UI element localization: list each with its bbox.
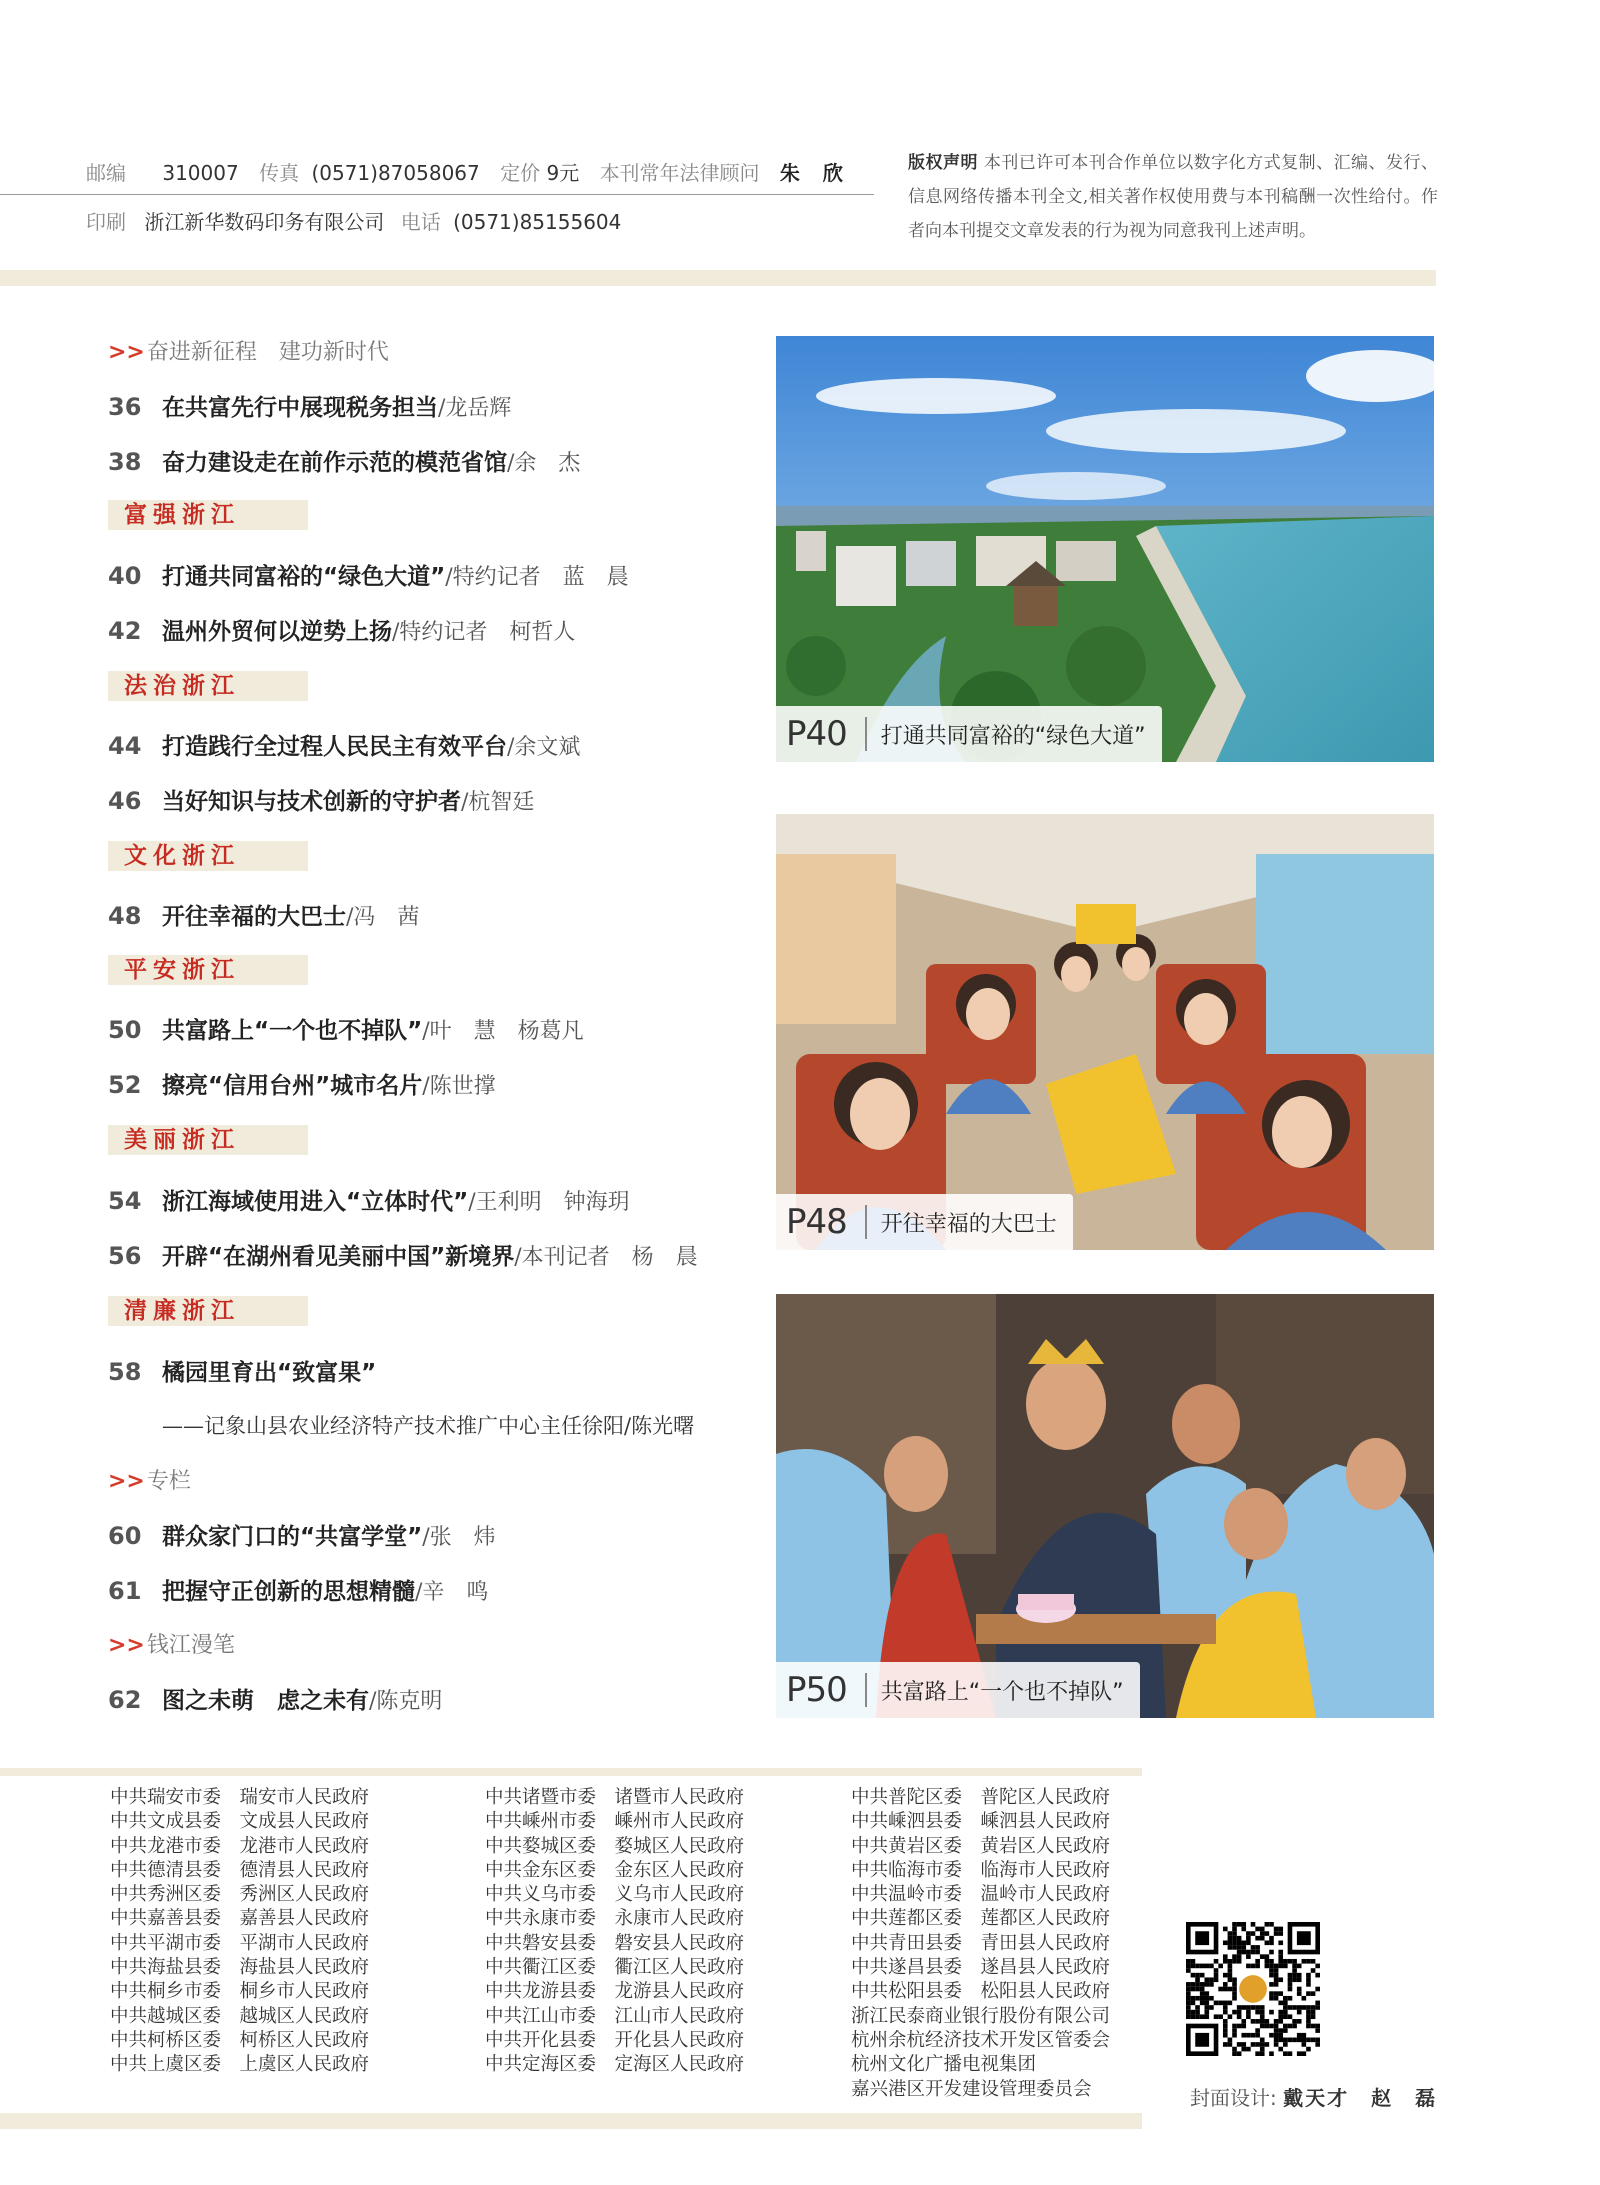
sponsor-item: 中共遂昌县委 遂昌县人民政府 <box>851 1957 1111 1979</box>
sponsor-item: 中共永康市委 永康市人民政府 <box>485 1908 745 1930</box>
sponsor-item: 浙江民泰商业银行股份有限公司 <box>851 2005 1111 2027</box>
sponsor-item: 中共嵊泗县委 嵊泗县人民政府 <box>851 1811 1111 1833</box>
photo-caption <box>776 706 1162 762</box>
article-author: /特约记者 蓝 晨 <box>445 565 629 590</box>
photo-happy-bus[interactable] <box>776 814 1434 1250</box>
article-author: /张 炜 <box>422 1525 496 1550</box>
toc-entry[interactable] <box>108 1573 488 1606</box>
arrow-icon: >> <box>108 1633 145 1658</box>
postcode: 310007 <box>162 161 239 185</box>
sponsor-item: 中共临海市委 临海市人民政府 <box>851 1859 1111 1881</box>
page-number: 46 <box>108 787 142 815</box>
section-heading: 平安浙江 <box>108 955 308 985</box>
sponsor-item: 中共婺城区委 婺城区人民政府 <box>485 1835 745 1857</box>
sponsor-item: 中共普陀区委 普陀区人民政府 <box>851 1787 1111 1808</box>
toc-entry[interactable] <box>108 558 629 591</box>
sponsor-item: 中共嘉善县委 嘉善县人民政府 <box>110 1908 370 1930</box>
sponsor-item: 中共龙港市委 龙港市人民政府 <box>110 1835 370 1857</box>
article-title: 群众家门口的“共富学堂” <box>162 1524 423 1550</box>
article-title: 把握守正创新的思想精髓 <box>162 1579 415 1605</box>
section-heading: 清廉浙江 <box>108 1296 308 1326</box>
arrow-icon: >> <box>108 1469 145 1494</box>
toc-entry[interactable] <box>108 1518 496 1551</box>
article-author: /王利明 钟海玥 <box>468 1190 630 1215</box>
legal-counsel-label: 本刊常年法律顾问 <box>599 161 760 185</box>
phone-label: 电话 <box>400 210 441 234</box>
article-title: 在共富先行中展现税务担当 <box>162 395 438 421</box>
toc-entry[interactable] <box>108 1067 496 1100</box>
legal-counsel: 朱 欣 <box>779 161 851 185</box>
sponsor-item: 中共衢江区委 衢江区人民政府 <box>485 1957 745 1979</box>
arrow-icon: >> <box>108 340 145 365</box>
toc-entry[interactable] <box>108 613 575 646</box>
printer-label: 印刷 <box>86 210 126 234</box>
toc-entry[interactable] <box>108 1354 376 1387</box>
article-author: /余文斌 <box>507 735 581 760</box>
toc-entry[interactable] <box>108 1183 630 1216</box>
article-title: 共富路上“一个也不掉队” <box>162 1018 423 1044</box>
toc-entry[interactable] <box>108 728 580 761</box>
sponsor-item: 中共义乌市委 义乌市人民政府 <box>485 1884 745 1906</box>
caption-page-number: P48 <box>776 1205 867 1239</box>
caption-text: 共富路上“一个也不掉队” <box>880 1679 1124 1705</box>
article-author: /龙岳辉 <box>438 396 512 421</box>
page-number: 50 <box>108 1016 142 1044</box>
sponsor-column-2 <box>485 1786 744 2078</box>
caption-page-number: P40 <box>776 717 867 751</box>
toc-entry[interactable] <box>108 444 580 477</box>
column-title: 钱江漫笔 <box>146 1633 235 1658</box>
article-title: 浙江海域使用进入“立体时代” <box>162 1189 469 1215</box>
article-author: /特约记者 柯哲人 <box>392 620 576 645</box>
sponsor-column-1 <box>110 1786 369 2078</box>
article-author: /杭智廷 <box>461 790 535 815</box>
sponsor-item: 中共青田县委 青田县人民政府 <box>851 1932 1111 1954</box>
article-title: 温州外贸何以逆势上扬 <box>162 619 392 645</box>
sponsor-item: 中共磐安县委 磐安县人民政府 <box>485 1932 745 1954</box>
article-title: 橘园里育出“致富果” <box>162 1360 377 1386</box>
article-title: 图之未萌 虑之未有 <box>162 1688 369 1714</box>
column-heading <box>108 1628 235 1659</box>
page-number: 44 <box>108 732 142 760</box>
sponsor-item: 中共文成县委 文成县人民政府 <box>110 1811 370 1833</box>
caption-page-number: P50 <box>776 1673 867 1707</box>
article-author: /辛 鸣 <box>415 1580 489 1605</box>
article-title: 开往幸福的大巴士 <box>162 904 346 930</box>
phone: (0571)85155604 <box>453 210 622 234</box>
page-number: 62 <box>108 1686 142 1714</box>
page-number: 60 <box>108 1522 142 1550</box>
copyright-text: 本刊已许可本刊合作单位以数字化方式复制、汇编、发行、信息网络传播本刊全文,相关著作权使用费与本刊稿酬一次性给付。作者向本刊提交文章发表的行为视为同意我刊上述声明。 <box>908 153 1439 241</box>
sponsor-item: 中共海盐县委 海盐县人民政府 <box>110 1957 370 1979</box>
page-number: 52 <box>108 1071 142 1099</box>
publication-info-line-2 <box>86 206 635 235</box>
sponsor-item: 中共桐乡市委 桐乡市人民政府 <box>110 1981 370 2003</box>
printer: 浙江新华数码印务有限公司 <box>144 210 385 234</box>
page-number: 48 <box>108 902 142 930</box>
page-number: 38 <box>108 448 142 476</box>
sponsor-band <box>0 1768 1142 1776</box>
caption-text: 打通共同富裕的“绿色大道” <box>880 723 1146 749</box>
page-number: 42 <box>108 617 142 645</box>
page-number: 61 <box>108 1577 142 1605</box>
sponsor-item: 中共上虞区委 上虞区人民政府 <box>110 2054 370 2076</box>
copyright-title: 版权声明 <box>908 153 978 173</box>
article-author: /叶 慧 杨葛凡 <box>422 1019 584 1044</box>
article-author: /本刊记者 杨 晨 <box>514 1245 698 1270</box>
postcode-label: 邮编 <box>86 161 126 185</box>
photo-no-one-left-behind[interactable] <box>776 1294 1434 1718</box>
article-author: /陈克明 <box>369 1689 443 1714</box>
column-heading <box>108 1464 191 1495</box>
price: 9元 <box>546 161 580 185</box>
sponsor-item: 中共开化县委 开化县人民政府 <box>485 2029 745 2051</box>
sponsor-item: 中共德清县委 德清县人民政府 <box>110 1859 370 1881</box>
page-number: 40 <box>108 562 142 590</box>
top-band <box>0 270 1436 286</box>
sponsor-item: 中共瑞安市委 瑞安市人民政府 <box>110 1787 370 1808</box>
sponsor-item: 中共秀洲区委 秀洲区人民政府 <box>110 1884 370 1906</box>
toc-entry[interactable] <box>108 1682 442 1715</box>
article-author: /冯 茜 <box>346 905 420 930</box>
sponsor-item: 杭州文化广播电视集团 <box>851 2054 1037 2076</box>
publication-info-line-1 <box>86 157 851 186</box>
article-title: 开辟“在湖州看见美丽中国”新境界 <box>162 1244 515 1270</box>
page-number: 36 <box>108 393 142 421</box>
sponsor-item: 中共金东区委 金东区人民政府 <box>485 1859 745 1881</box>
column-title: 专栏 <box>146 1469 191 1494</box>
photo-caption <box>776 1194 1073 1250</box>
section-heading: 法治浙江 <box>108 671 308 701</box>
page-number: 56 <box>108 1242 142 1270</box>
toc-entry[interactable] <box>108 1012 584 1045</box>
bottom-band <box>0 2113 1142 2129</box>
photo-green-avenue[interactable] <box>776 336 1434 762</box>
article-subtitle: ——记象山县农业经济特产技术推广中心主任徐阳/陈光曙 <box>162 1414 695 1438</box>
sponsor-item: 嘉兴港区开发建设管理委员会 <box>851 2078 1092 2100</box>
sponsor-item: 中共江山市委 江山市人民政府 <box>485 2005 745 2027</box>
sponsor-item: 中共平湖市委 平湖市人民政府 <box>110 1932 370 1954</box>
cover-designer-label: 封面设计: <box>1190 2086 1277 2110</box>
article-title: 当好知识与技术创新的守护者 <box>162 789 461 815</box>
column-title: 奋进新征程 建功新时代 <box>146 340 389 365</box>
toc-entry[interactable] <box>108 783 534 816</box>
sponsor-item: 中共诸暨市委 诸暨市人民政府 <box>485 1787 745 1808</box>
toc-entry[interactable] <box>108 1238 698 1271</box>
section-heading: 美丽浙江 <box>108 1125 308 1155</box>
sponsor-item: 中共温岭市委 温岭市人民政府 <box>851 1884 1111 1906</box>
page-number: 58 <box>108 1358 142 1386</box>
qr-code-icon[interactable] <box>1186 1922 1320 2056</box>
sponsor-column-3 <box>851 1786 1110 2102</box>
price-label: 定价 <box>500 161 541 185</box>
photo-caption <box>776 1662 1140 1718</box>
article-author: /余 杰 <box>507 451 581 476</box>
header-divider <box>0 194 874 195</box>
article-title: 打通共同富裕的“绿色大道” <box>162 564 446 590</box>
article-title: 打造践行全过程人民民主有效平台 <box>162 734 507 760</box>
copyright-notice <box>908 146 1438 248</box>
article-title: 奋力建设走在前作示范的模范省馆 <box>162 450 507 476</box>
cover-designer-names: 戴天才 赵 磊 <box>1283 2086 1438 2110</box>
toc-entry[interactable] <box>108 389 511 422</box>
city-river-image <box>776 336 1434 762</box>
sponsor-item: 杭州余杭经济技术开发区管委会 <box>851 2029 1111 2051</box>
column-heading <box>108 335 389 366</box>
page-number: 54 <box>108 1187 142 1215</box>
sponsor-item: 中共黄岩区委 黄岩区人民政府 <box>851 1835 1111 1857</box>
sponsor-item: 中共越城区委 越城区人民政府 <box>110 2005 370 2027</box>
sponsor-item: 中共莲都区委 莲都区人民政府 <box>851 1908 1111 1930</box>
sponsor-item: 中共松阳县委 松阳县人民政府 <box>851 1981 1111 2003</box>
sponsor-item: 中共龙游县委 龙游县人民政府 <box>485 1981 745 2003</box>
sponsor-item: 中共嵊州市委 嵊州市人民政府 <box>485 1811 745 1833</box>
caption-text: 开往幸福的大巴士 <box>880 1211 1057 1237</box>
fax: (0571)87058067 <box>311 161 480 185</box>
birthday-celebration-image <box>776 1294 1434 1718</box>
sponsor-item: 中共柯桥区委 柯桥区人民政府 <box>110 2029 370 2051</box>
section-heading: 富强浙江 <box>108 500 308 530</box>
toc-entry[interactable] <box>108 898 419 931</box>
article-title: 擦亮“信用台州”城市名片 <box>162 1073 423 1099</box>
fax-label: 传真 <box>259 161 300 185</box>
sponsor-item: 中共定海区委 定海区人民政府 <box>485 2054 745 2076</box>
cover-designer <box>1190 2082 1437 2111</box>
article-author: /陈世撑 <box>422 1074 496 1099</box>
section-heading: 文化浙江 <box>108 841 308 871</box>
bus-passengers-image <box>776 814 1434 1250</box>
